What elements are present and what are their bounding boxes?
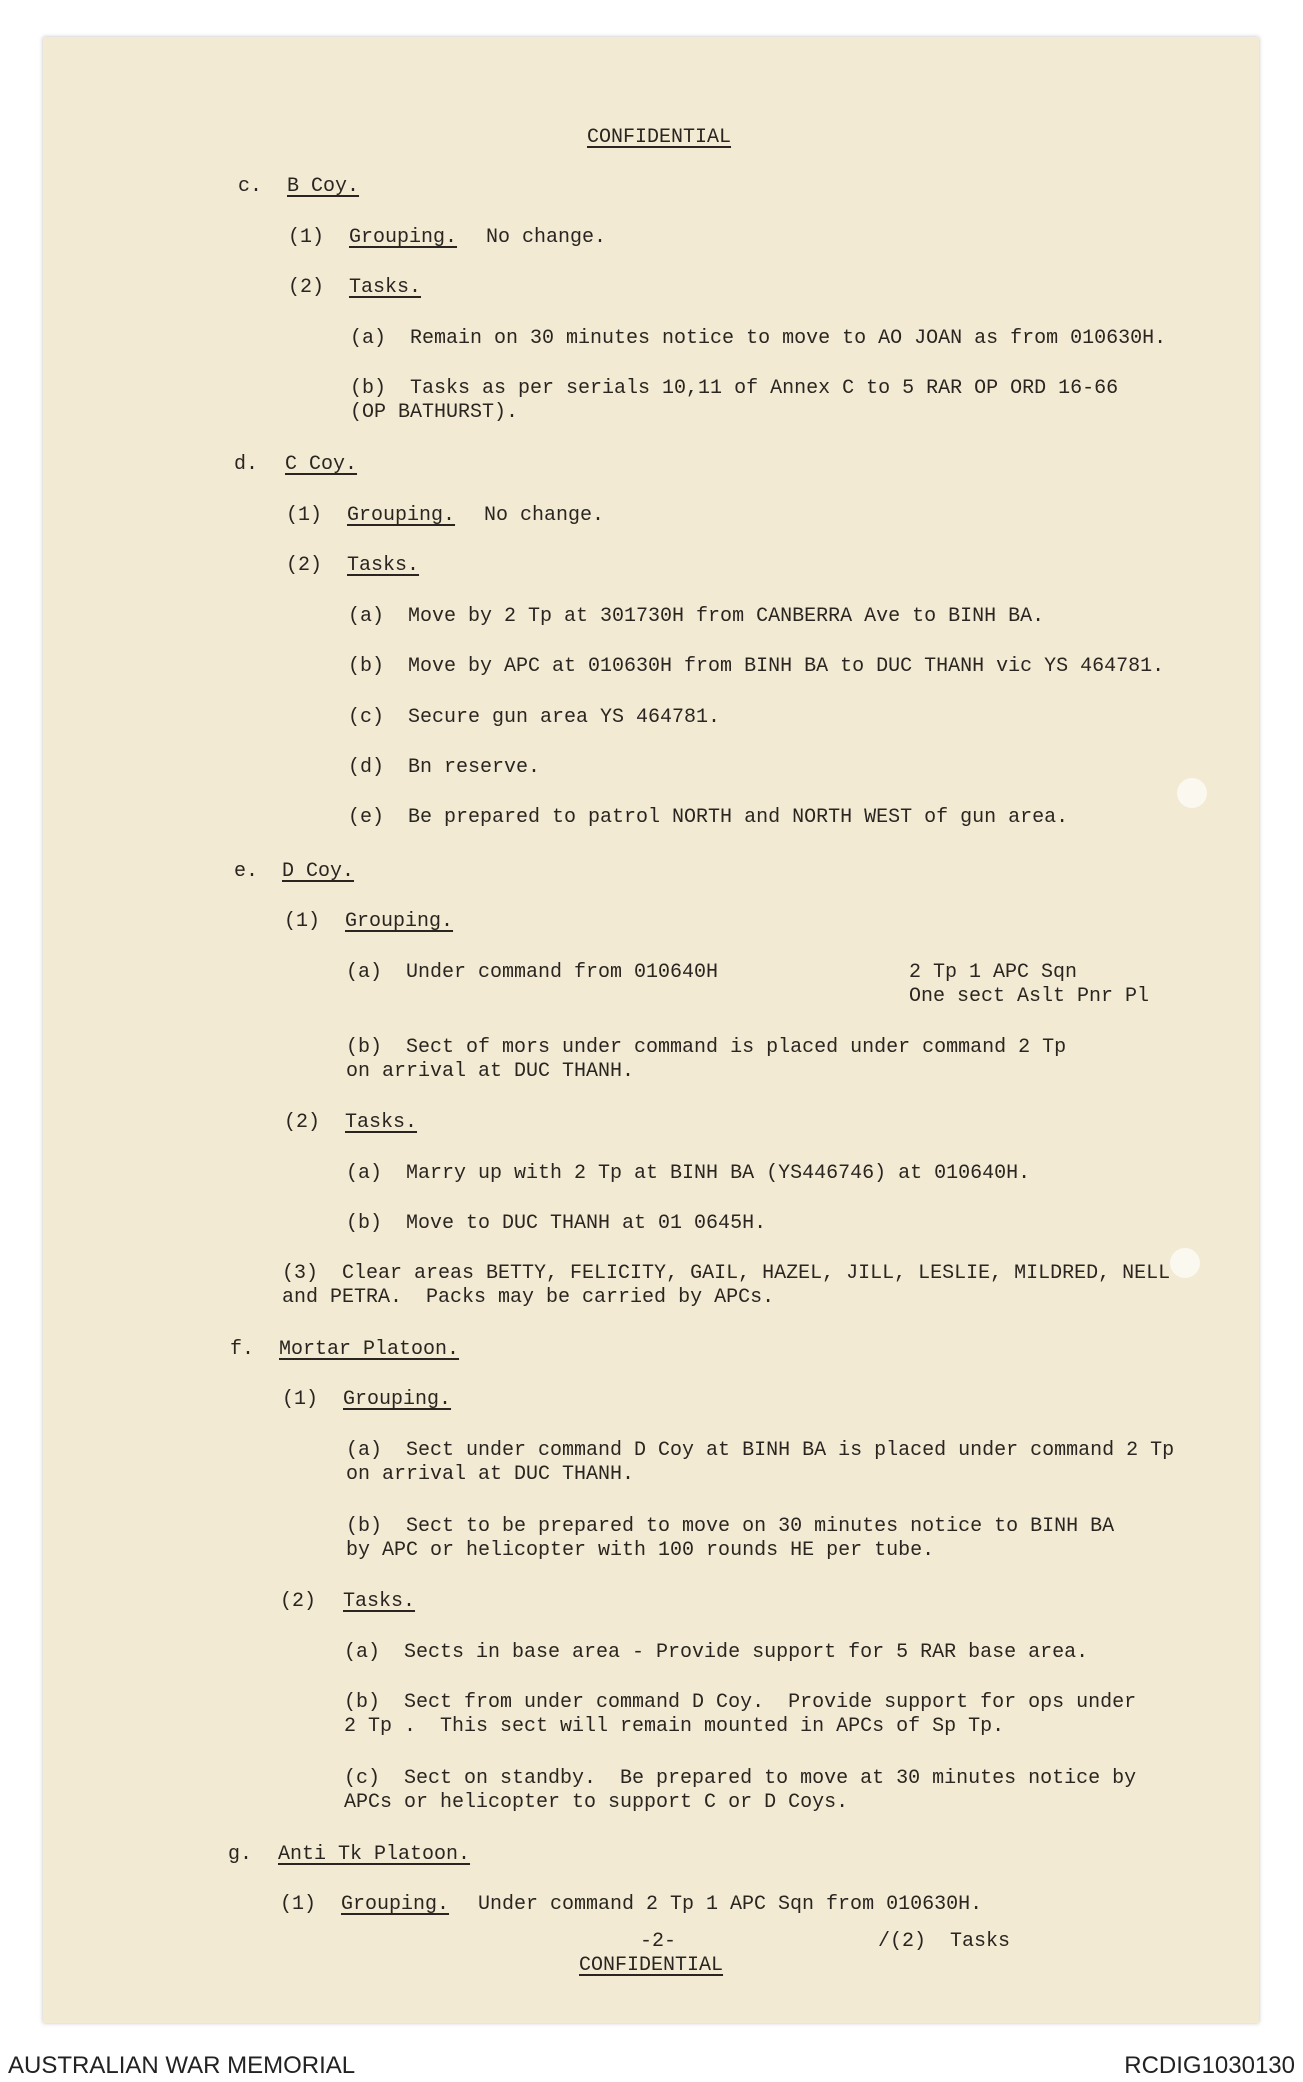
sub-para: (e) Be prepared to patrol NORTH and NORTH WEST of gun area. — [348, 806, 1069, 829]
section-title: B Coy. — [287, 175, 360, 198]
sub-para: (d) Bn reserve. — [348, 756, 541, 779]
para-label: Grouping. — [343, 1388, 452, 1411]
para-number: (1) — [282, 1388, 319, 1411]
sub-para-right: One sect Aslt Pnr Pl — [909, 985, 1150, 1008]
sub-para: by APC or helicopter with 100 rounds HE per tube. — [346, 1539, 935, 1562]
para-label: Tasks. — [345, 1111, 418, 1134]
archive-id: RCDIG1030130 — [1124, 2052, 1295, 2079]
para-number: (2) — [286, 554, 323, 577]
para-label: Grouping. — [345, 910, 454, 933]
para-number: (1) — [280, 1893, 317, 1916]
para-number: (1) — [284, 910, 321, 933]
sub-para: (b) Move by APC at 010630H from BINH BA to DUC THANH vic YS 464781. — [348, 655, 1165, 678]
sub-para: (b) Tasks as per serials 10,11 of Annex C to 5 RAR OP ORD 16-66 — [350, 377, 1119, 400]
sub-para: (a) Remain on 30 minutes notice to move to AO JOAN as from 010630H. — [350, 327, 1167, 350]
para-number: (2) — [280, 1590, 317, 1613]
sub-para: (a) Move by 2 Tp at 301730H from CANBERRA Ave to BINH BA. — [348, 605, 1045, 628]
sub-para: on arrival at DUC THANH. — [346, 1060, 635, 1083]
sub-para: (b) Move to DUC THANH at 01 0645H. — [346, 1212, 767, 1235]
confidential-header: CONFIDENTIAL — [587, 126, 732, 149]
sub-para: (a) Marry up with 2 Tp at BINH BA (YS446746) at 010640H. — [346, 1162, 1031, 1185]
sub-para: (OP BATHURST). — [350, 401, 519, 424]
sub-para: (a) Sects in base area - Provide support for 5 RAR base area. — [344, 1641, 1089, 1664]
sub-para: (b) Sect of mors under command is placed under command 2 Tp — [346, 1036, 1067, 1059]
archive-name: AUSTRALIAN WAR MEMORIAL — [8, 2052, 356, 2079]
para-text: No change. — [484, 504, 605, 527]
confidential-footer: CONFIDENTIAL — [579, 1954, 724, 1977]
sub-para-right: 2 Tp 1 APC Sqn — [909, 961, 1078, 984]
para-number: (1) — [288, 226, 325, 249]
sub-para: (a) Sect under command D Coy at BINH BA is placed under command 2 Tp — [346, 1439, 1175, 1462]
punch-hole — [1170, 1248, 1200, 1278]
archive-footer — [0, 2050, 1303, 2082]
para-text: and PETRA. Packs may be carried by APCs. — [282, 1286, 775, 1309]
para-text: Under command 2 Tp 1 APC Sqn from 010630H. — [478, 1893, 983, 1916]
para-label: Grouping. — [341, 1893, 450, 1916]
section-title: Anti Tk Platoon. — [278, 1843, 471, 1866]
para-text: (3) Clear areas BETTY, FELICITY, GAIL, HAZEL, JILL, LESLIE, MILDRED, NELL — [282, 1262, 1171, 1285]
section-letter: d. — [234, 453, 259, 476]
page-number: -2- — [640, 1930, 677, 1953]
para-label: Tasks. — [343, 1590, 416, 1613]
section-title: D Coy. — [282, 860, 355, 883]
para-number: (1) — [286, 504, 323, 527]
para-text: No change. — [486, 226, 607, 249]
sub-para: (b) Sect from under command D Coy. Provide support for ops under — [344, 1691, 1137, 1714]
sub-para: APCs or helicopter to support C or D Coys. — [344, 1791, 849, 1814]
section-letter: e. — [234, 860, 259, 883]
section-letter: c. — [238, 175, 263, 198]
para-number: (2) — [288, 276, 325, 299]
para-label: Tasks. — [347, 554, 420, 577]
punch-hole — [1177, 778, 1207, 808]
section-letter: f. — [230, 1338, 255, 1361]
section-title: C Coy. — [285, 453, 358, 476]
sub-para: (b) Sect to be prepared to move on 30 minutes notice to BINH BA — [346, 1515, 1115, 1538]
continuation-note: /(2) Tasks — [878, 1930, 1011, 1953]
sub-para: (c) Secure gun area YS 464781. — [348, 706, 721, 729]
para-label: Tasks. — [349, 276, 422, 299]
sub-para: (c) Sect on standby. Be prepared to move at 30 minutes notice by — [344, 1767, 1137, 1790]
section-letter: g. — [228, 1843, 253, 1866]
para-label: Grouping. — [347, 504, 456, 527]
section-title: Mortar Platoon. — [279, 1338, 460, 1361]
para-number: (2) — [284, 1111, 321, 1134]
sub-para: on arrival at DUC THANH. — [346, 1463, 635, 1486]
sub-para: 2 Tp . This sect will remain mounted in APCs of Sp Tp. — [344, 1715, 1005, 1738]
sub-para: (a) Under command from 010640H — [346, 961, 719, 984]
para-label: Grouping. — [349, 226, 458, 249]
